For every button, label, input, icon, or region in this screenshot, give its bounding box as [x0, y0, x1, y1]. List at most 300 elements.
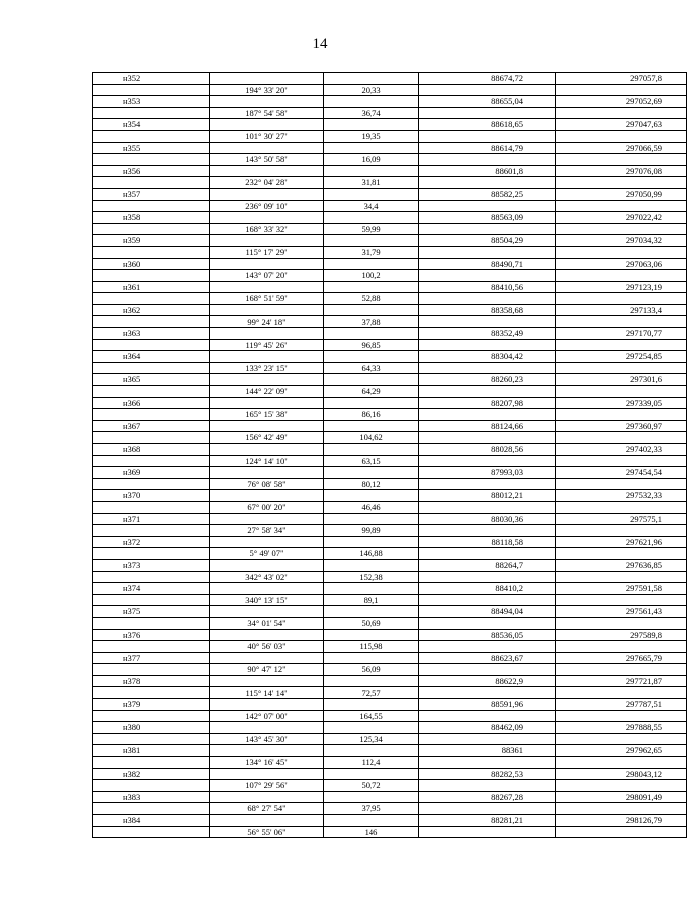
empty-cell: [93, 130, 210, 142]
distance-cell: 36,74: [324, 107, 419, 119]
empty-cell: [556, 154, 687, 166]
direction-angle-cell: 5° 49' 07": [210, 548, 324, 560]
point-name-cell: н376: [93, 629, 210, 641]
direction-angle-cell: 107° 29' 56": [210, 780, 324, 792]
x-coordinate-cell: 88582,25: [419, 188, 556, 200]
point-name-cell: н358: [93, 212, 210, 224]
point-row: [93, 281, 687, 293]
empty-cell: [93, 525, 210, 537]
empty-cell: [419, 757, 556, 769]
x-coordinate-cell: 88264,7: [419, 559, 556, 571]
direction-angle-cell: 142° 07' 00": [210, 710, 324, 722]
empty-cell: [324, 444, 419, 456]
point-row: [93, 351, 687, 363]
empty-cell: [210, 304, 324, 316]
y-coordinate-cell: 297254,85: [556, 351, 687, 363]
point-row: [93, 722, 687, 734]
direction-angle-cell: 168° 51' 59": [210, 293, 324, 305]
y-coordinate-cell: 297066,59: [556, 142, 687, 154]
point-name-cell: н383: [93, 791, 210, 803]
empty-cell: [210, 559, 324, 571]
distance-cell: 46,46: [324, 501, 419, 513]
point-name-cell: н375: [93, 606, 210, 618]
y-coordinate-cell: 297787,51: [556, 699, 687, 711]
empty-cell: [93, 826, 210, 838]
direction-angle-cell: 124° 14' 10": [210, 455, 324, 467]
empty-cell: [419, 687, 556, 699]
direction-angle-cell: 187° 54' 58": [210, 107, 324, 119]
empty-cell: [93, 571, 210, 583]
point-row: [93, 699, 687, 711]
point-name-cell: н365: [93, 374, 210, 386]
point-name-cell: н378: [93, 675, 210, 687]
empty-cell: [93, 733, 210, 745]
empty-cell: [324, 96, 419, 108]
empty-cell: [556, 710, 687, 722]
y-coordinate-cell: 297047,63: [556, 119, 687, 131]
empty-cell: [556, 757, 687, 769]
y-coordinate-cell: 297589,8: [556, 629, 687, 641]
point-name-cell: н377: [93, 652, 210, 664]
distance-cell: 96,85: [324, 339, 419, 351]
point-name-cell: н359: [93, 235, 210, 247]
x-coordinate-cell: 88504,29: [419, 235, 556, 247]
point-row: [93, 142, 687, 154]
y-coordinate-cell: 298126,79: [556, 815, 687, 827]
empty-cell: [419, 293, 556, 305]
empty-cell: [556, 432, 687, 444]
point-name-cell: н368: [93, 444, 210, 456]
point-name-cell: н371: [93, 513, 210, 525]
segment-row: [93, 339, 687, 351]
direction-angle-cell: 115° 17' 29": [210, 246, 324, 258]
direction-angle-cell: 168° 33' 32": [210, 223, 324, 235]
empty-cell: [210, 490, 324, 502]
distance-cell: 146: [324, 826, 419, 838]
x-coordinate-cell: 88490,71: [419, 258, 556, 270]
distance-cell: 115,98: [324, 641, 419, 653]
x-coordinate-cell: 88361: [419, 745, 556, 757]
empty-cell: [419, 130, 556, 142]
point-row: [93, 559, 687, 571]
point-name-cell: н380: [93, 722, 210, 734]
x-coordinate-cell: 88622,9: [419, 675, 556, 687]
segment-row: [93, 154, 687, 166]
segment-row: [93, 525, 687, 537]
segment-row: [93, 826, 687, 838]
empty-cell: [210, 420, 324, 432]
distance-cell: 164,55: [324, 710, 419, 722]
point-row: [93, 444, 687, 456]
empty-cell: [556, 84, 687, 96]
page-number: 14: [312, 36, 328, 52]
point-name-cell: н369: [93, 467, 210, 479]
empty-cell: [324, 142, 419, 154]
empty-cell: [93, 84, 210, 96]
point-row: [93, 96, 687, 108]
x-coordinate-cell: 88012,21: [419, 490, 556, 502]
empty-cell: [210, 142, 324, 154]
empty-cell: [210, 328, 324, 340]
empty-cell: [324, 513, 419, 525]
empty-cell: [210, 745, 324, 757]
empty-cell: [419, 432, 556, 444]
empty-cell: [324, 652, 419, 664]
empty-cell: [93, 455, 210, 467]
y-coordinate-cell: 297575,1: [556, 513, 687, 525]
empty-cell: [93, 501, 210, 513]
distance-cell: 63,15: [324, 455, 419, 467]
empty-cell: [210, 675, 324, 687]
x-coordinate-cell: 88028,56: [419, 444, 556, 456]
segment-row: [93, 501, 687, 513]
x-coordinate-cell: 88674,72: [419, 73, 556, 85]
empty-cell: [556, 409, 687, 421]
direction-angle-cell: 115° 14' 14": [210, 687, 324, 699]
point-name-cell: н363: [93, 328, 210, 340]
empty-cell: [210, 258, 324, 270]
empty-cell: [210, 606, 324, 618]
point-row: [93, 652, 687, 664]
segment-row: [93, 432, 687, 444]
segment-row: [93, 177, 687, 189]
y-coordinate-cell: 297301,6: [556, 374, 687, 386]
empty-cell: [324, 235, 419, 247]
point-name-cell: н364: [93, 351, 210, 363]
empty-cell: [324, 699, 419, 711]
empty-cell: [210, 722, 324, 734]
y-coordinate-cell: 297050,99: [556, 188, 687, 200]
y-coordinate-cell: 297076,08: [556, 165, 687, 177]
empty-cell: [93, 409, 210, 421]
distance-cell: 112,4: [324, 757, 419, 769]
point-name-cell: н384: [93, 815, 210, 827]
segment-row: [93, 733, 687, 745]
distance-cell: 64,33: [324, 362, 419, 374]
empty-cell: [324, 258, 419, 270]
point-row: [93, 583, 687, 595]
empty-cell: [210, 768, 324, 780]
empty-cell: [419, 594, 556, 606]
distance-cell: 86,16: [324, 409, 419, 421]
empty-cell: [324, 328, 419, 340]
direction-angle-cell: 232° 04' 28": [210, 177, 324, 189]
distance-cell: 31,79: [324, 246, 419, 258]
direction-angle-cell: 143° 07' 20": [210, 270, 324, 282]
segment-row: [93, 455, 687, 467]
empty-cell: [324, 119, 419, 131]
empty-cell: [324, 397, 419, 409]
segment-row: [93, 246, 687, 258]
empty-cell: [324, 212, 419, 224]
point-row: [93, 119, 687, 131]
distance-cell: 19,35: [324, 130, 419, 142]
empty-cell: [324, 281, 419, 293]
y-coordinate-cell: 297360,97: [556, 420, 687, 432]
empty-cell: [419, 733, 556, 745]
empty-cell: [93, 107, 210, 119]
y-coordinate-cell: 297591,58: [556, 583, 687, 595]
empty-cell: [419, 177, 556, 189]
empty-cell: [419, 339, 556, 351]
empty-cell: [556, 641, 687, 653]
empty-cell: [93, 432, 210, 444]
distance-cell: 37,88: [324, 316, 419, 328]
x-coordinate-cell: 88352,49: [419, 328, 556, 340]
segment-row: [93, 803, 687, 815]
segment-row: [93, 84, 687, 96]
segment-row: [93, 594, 687, 606]
point-row: [93, 212, 687, 224]
x-coordinate-cell: 88563,09: [419, 212, 556, 224]
empty-cell: [93, 200, 210, 212]
point-name-cell: н356: [93, 165, 210, 177]
empty-cell: [556, 780, 687, 792]
direction-angle-cell: 68° 27' 54": [210, 803, 324, 815]
empty-cell: [556, 200, 687, 212]
empty-cell: [324, 188, 419, 200]
x-coordinate-cell: 88260,23: [419, 374, 556, 386]
distance-cell: 146,88: [324, 548, 419, 560]
x-coordinate-cell: 88410,56: [419, 281, 556, 293]
empty-cell: [324, 722, 419, 734]
empty-cell: [419, 478, 556, 490]
x-coordinate-cell: 87993,03: [419, 467, 556, 479]
y-coordinate-cell: 297454,54: [556, 467, 687, 479]
y-coordinate-cell: 297057,8: [556, 73, 687, 85]
empty-cell: [210, 629, 324, 641]
distance-cell: 16,09: [324, 154, 419, 166]
empty-cell: [93, 780, 210, 792]
empty-cell: [210, 235, 324, 247]
empty-cell: [419, 501, 556, 513]
empty-cell: [419, 200, 556, 212]
empty-cell: [210, 583, 324, 595]
segment-row: [93, 617, 687, 629]
point-name-cell: н379: [93, 699, 210, 711]
point-row: [93, 675, 687, 687]
distance-cell: 64,29: [324, 386, 419, 398]
distance-cell: 99,89: [324, 525, 419, 537]
segment-row: [93, 316, 687, 328]
point-name-cell: н355: [93, 142, 210, 154]
direction-angle-cell: 40° 56' 03": [210, 641, 324, 653]
distance-cell: 31,81: [324, 177, 419, 189]
distance-cell: 50,72: [324, 780, 419, 792]
point-name-cell: н353: [93, 96, 210, 108]
y-coordinate-cell: 297022,42: [556, 212, 687, 224]
empty-cell: [419, 270, 556, 282]
y-coordinate-cell: 297339,05: [556, 397, 687, 409]
empty-cell: [419, 803, 556, 815]
distance-cell: 152,38: [324, 571, 419, 583]
empty-cell: [419, 548, 556, 560]
direction-angle-cell: 340° 13' 15": [210, 594, 324, 606]
x-coordinate-cell: 88124,66: [419, 420, 556, 432]
segment-row: [93, 710, 687, 722]
empty-cell: [324, 629, 419, 641]
y-coordinate-cell: 297133,4: [556, 304, 687, 316]
empty-cell: [93, 594, 210, 606]
point-name-cell: н381: [93, 745, 210, 757]
empty-cell: [210, 73, 324, 85]
distance-cell: 37,95: [324, 803, 419, 815]
empty-cell: [93, 339, 210, 351]
point-row: [93, 606, 687, 618]
empty-cell: [324, 490, 419, 502]
direction-angle-cell: 342° 43' 02": [210, 571, 324, 583]
segment-row: [93, 571, 687, 583]
point-row: [93, 467, 687, 479]
y-coordinate-cell: 297561,43: [556, 606, 687, 618]
empty-cell: [419, 826, 556, 838]
empty-cell: [93, 548, 210, 560]
direction-angle-cell: 134° 16' 45": [210, 757, 324, 769]
point-name-cell: н374: [93, 583, 210, 595]
x-coordinate-cell: 88304,42: [419, 351, 556, 363]
empty-cell: [324, 791, 419, 803]
direction-angle-cell: 56° 55' 06": [210, 826, 324, 838]
empty-cell: [324, 467, 419, 479]
empty-cell: [556, 455, 687, 467]
x-coordinate-cell: 88601,8: [419, 165, 556, 177]
point-name-cell: н382: [93, 768, 210, 780]
direction-angle-cell: 236° 09' 10": [210, 200, 324, 212]
segment-row: [93, 107, 687, 119]
point-name-cell: н354: [93, 119, 210, 131]
direction-angle-cell: 143° 45' 30": [210, 733, 324, 745]
direction-angle-cell: 76° 08' 58": [210, 478, 324, 490]
segment-row: [93, 270, 687, 282]
segment-row: [93, 362, 687, 374]
point-name-cell: н362: [93, 304, 210, 316]
x-coordinate-cell: 88462,09: [419, 722, 556, 734]
empty-cell: [556, 130, 687, 142]
empty-cell: [556, 664, 687, 676]
point-row: [93, 745, 687, 757]
empty-cell: [210, 699, 324, 711]
point-name-cell: н361: [93, 281, 210, 293]
distance-cell: 125,34: [324, 733, 419, 745]
empty-cell: [419, 223, 556, 235]
empty-cell: [210, 165, 324, 177]
empty-cell: [324, 583, 419, 595]
empty-cell: [556, 293, 687, 305]
empty-cell: [210, 513, 324, 525]
empty-cell: [419, 362, 556, 374]
y-coordinate-cell: 297170,77: [556, 328, 687, 340]
empty-cell: [210, 119, 324, 131]
segment-row: [93, 478, 687, 490]
x-coordinate-cell: 88030,36: [419, 513, 556, 525]
point-name-cell: н366: [93, 397, 210, 409]
x-coordinate-cell: 88118,58: [419, 536, 556, 548]
empty-cell: [324, 768, 419, 780]
empty-cell: [556, 316, 687, 328]
distance-cell: 89,1: [324, 594, 419, 606]
empty-cell: [556, 386, 687, 398]
empty-cell: [419, 617, 556, 629]
segment-row: [93, 409, 687, 421]
distance-cell: 20,33: [324, 84, 419, 96]
empty-cell: [556, 826, 687, 838]
distance-cell: 100,2: [324, 270, 419, 282]
empty-cell: [210, 652, 324, 664]
empty-cell: [419, 107, 556, 119]
direction-angle-cell: 119° 45' 26": [210, 339, 324, 351]
direction-angle-cell: 90° 47' 12": [210, 664, 324, 676]
segment-row: [93, 293, 687, 305]
point-row: [93, 420, 687, 432]
empty-cell: [93, 316, 210, 328]
point-row: [93, 629, 687, 641]
empty-cell: [324, 815, 419, 827]
empty-cell: [324, 420, 419, 432]
segment-row: [93, 548, 687, 560]
empty-cell: [324, 536, 419, 548]
point-name-cell: н370: [93, 490, 210, 502]
distance-cell: 72,57: [324, 687, 419, 699]
segment-row: [93, 664, 687, 676]
empty-cell: [324, 304, 419, 316]
x-coordinate-cell: 88591,96: [419, 699, 556, 711]
direction-angle-cell: 34° 01' 54": [210, 617, 324, 629]
segment-row: [93, 641, 687, 653]
empty-cell: [419, 409, 556, 421]
y-coordinate-cell: 297063,06: [556, 258, 687, 270]
empty-cell: [556, 107, 687, 119]
x-coordinate-cell: 88267,28: [419, 791, 556, 803]
point-row: [93, 328, 687, 340]
empty-cell: [324, 559, 419, 571]
empty-cell: [324, 606, 419, 618]
y-coordinate-cell: 297123,19: [556, 281, 687, 293]
point-row: [93, 165, 687, 177]
x-coordinate-cell: 88282,53: [419, 768, 556, 780]
direction-angle-cell: 67° 00' 20": [210, 501, 324, 513]
y-coordinate-cell: 298091,49: [556, 791, 687, 803]
point-row: [93, 73, 687, 85]
segment-row: [93, 200, 687, 212]
empty-cell: [556, 478, 687, 490]
point-row: [93, 374, 687, 386]
point-row: [93, 513, 687, 525]
direction-angle-cell: 101° 30' 27": [210, 130, 324, 142]
empty-cell: [93, 641, 210, 653]
y-coordinate-cell: 297621,96: [556, 536, 687, 548]
point-name-cell: н373: [93, 559, 210, 571]
distance-cell: 34,4: [324, 200, 419, 212]
empty-cell: [556, 687, 687, 699]
x-coordinate-cell: 88207,98: [419, 397, 556, 409]
point-row: [93, 397, 687, 409]
empty-cell: [419, 525, 556, 537]
empty-cell: [210, 397, 324, 409]
x-coordinate-cell: 88358,68: [419, 304, 556, 316]
distance-cell: 50,69: [324, 617, 419, 629]
empty-cell: [324, 351, 419, 363]
empty-cell: [419, 641, 556, 653]
point-name-cell: н357: [93, 188, 210, 200]
empty-cell: [419, 455, 556, 467]
empty-cell: [93, 710, 210, 722]
segment-row: [93, 386, 687, 398]
y-coordinate-cell: 297034,32: [556, 235, 687, 247]
distance-cell: 104,62: [324, 432, 419, 444]
empty-cell: [324, 73, 419, 85]
empty-cell: [93, 478, 210, 490]
empty-cell: [556, 223, 687, 235]
